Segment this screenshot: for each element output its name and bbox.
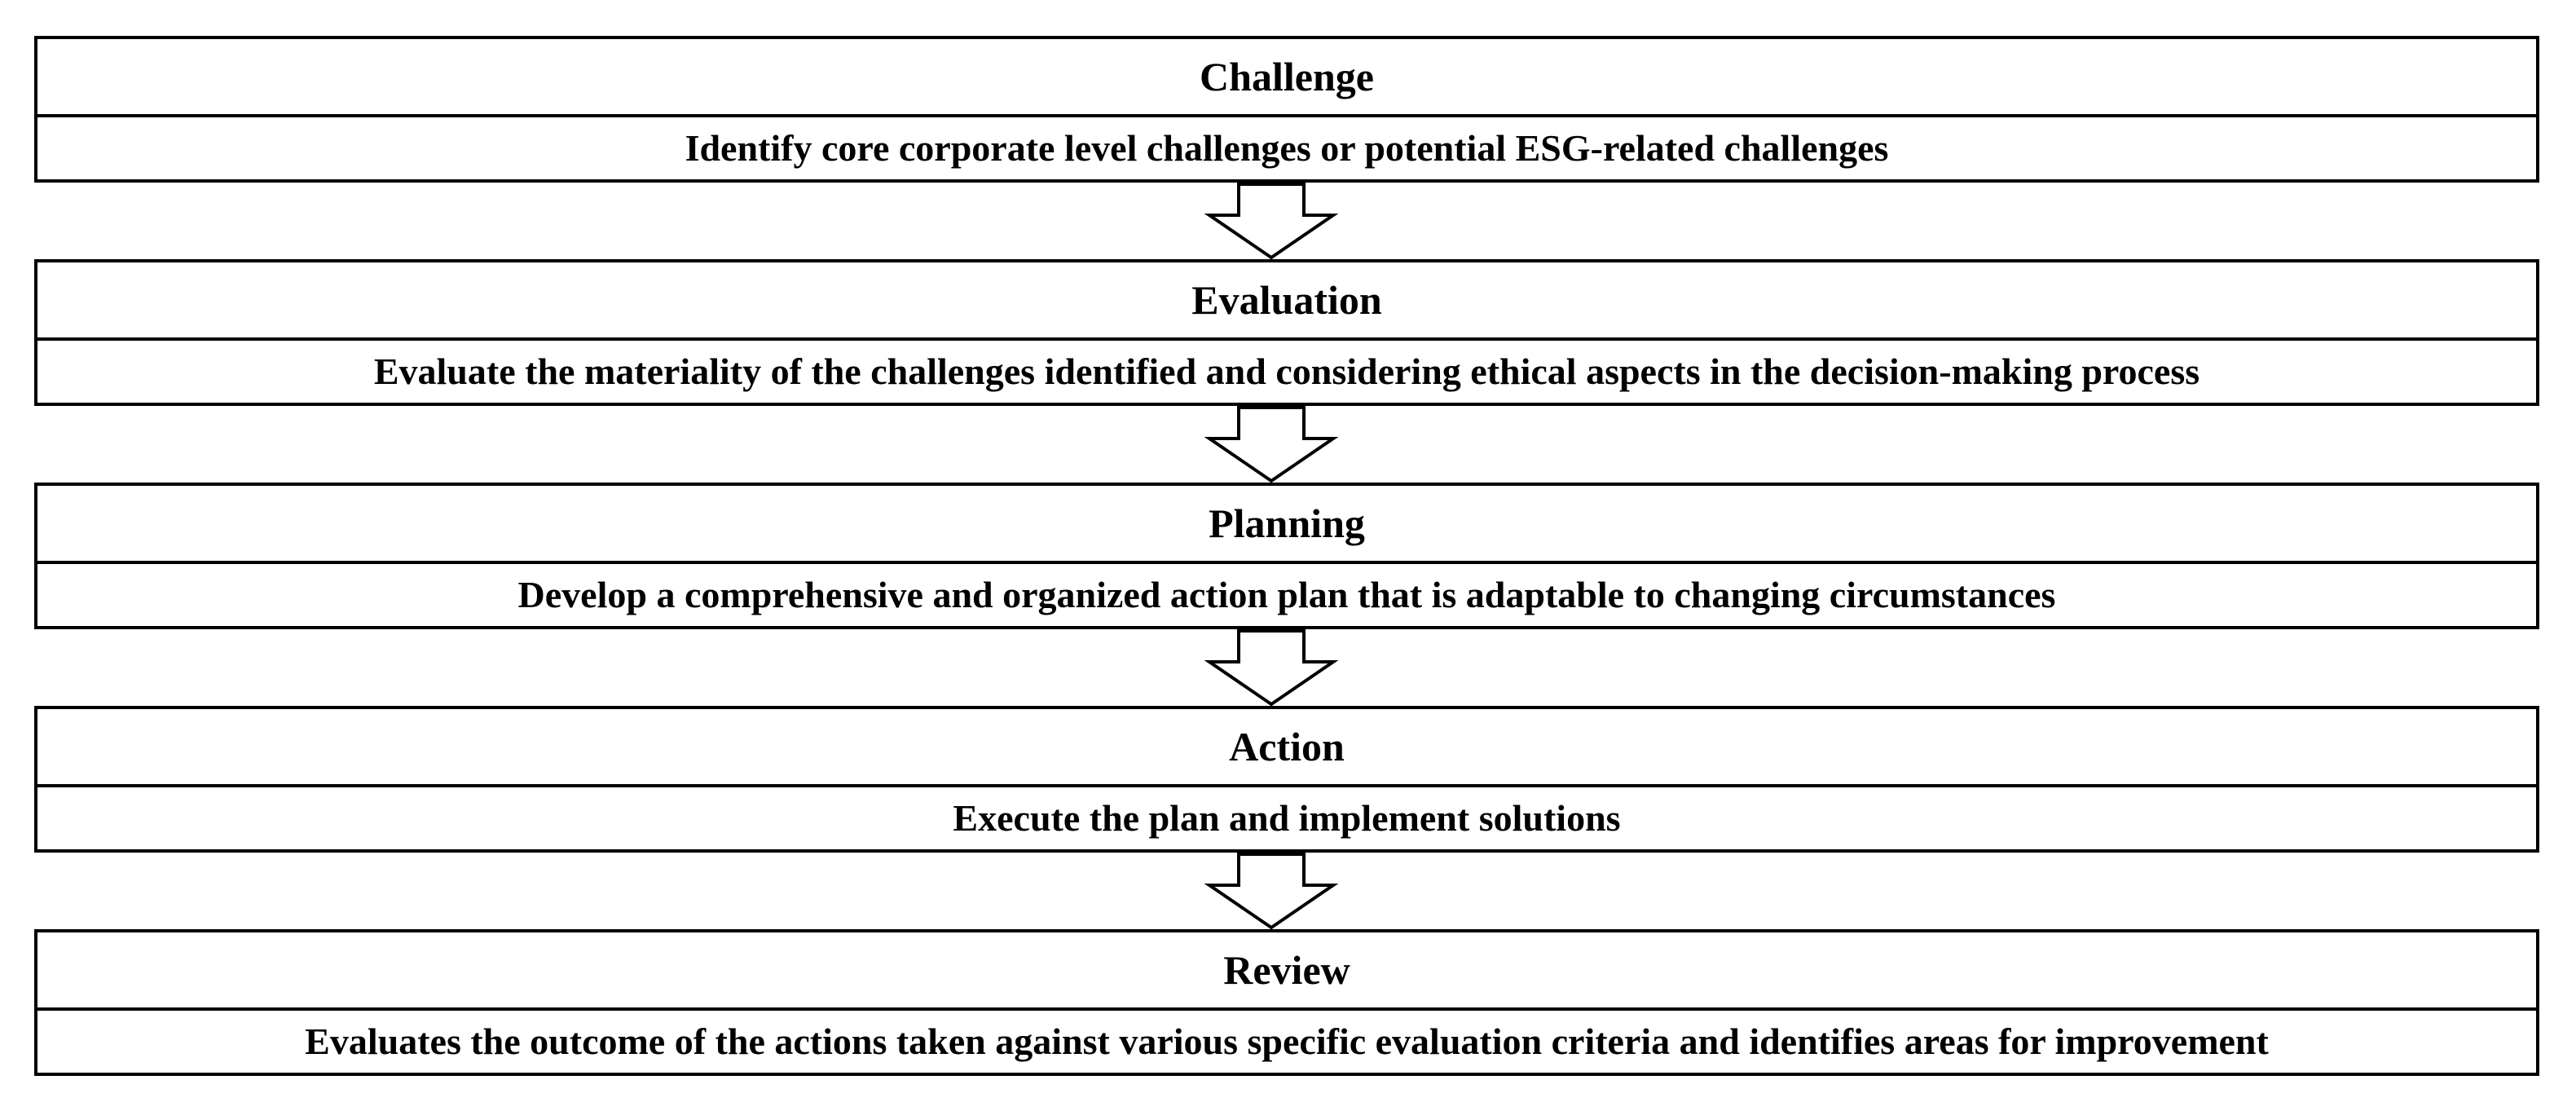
stage-title: Planning [37, 486, 2536, 564]
stage-title: Challenge [37, 39, 2536, 117]
stage-description: Evaluate the materiality of the challenges identified and considering ethical aspects in the decision-making process [373, 350, 2200, 392]
stage-planning [34, 483, 2539, 629]
stage-evaluation [34, 259, 2539, 406]
stage-description: Evaluates the outcome of the actions taken against various specific evaluation criteria and identifies areas for improvement [305, 1020, 2269, 1062]
stage-title: Action [37, 709, 2536, 787]
stage-challenge [34, 36, 2539, 183]
down-arrow-icon [1206, 183, 1336, 259]
stage-description: Develop a comprehensive and organized action plan that is adaptable to changing circumstances [517, 574, 2056, 615]
down-arrow-icon [1206, 629, 1336, 706]
stage-title: Review [37, 932, 2536, 1011]
stage-review [34, 929, 2539, 1076]
stage-action [34, 706, 2539, 853]
stage-description: Identify core corporate level challenges or potential ESG-related challenges [685, 127, 1889, 169]
down-arrow-icon [1206, 853, 1336, 929]
stage-title: Evaluation [37, 262, 2536, 341]
down-arrow-icon [1206, 406, 1336, 483]
stage-description: Execute the plan and implement solutions [953, 797, 1621, 839]
